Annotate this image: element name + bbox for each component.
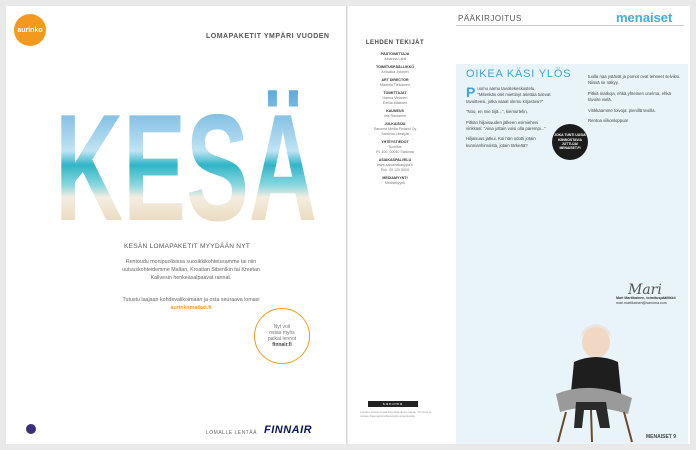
masthead-group: [356, 91, 434, 106]
masthead-line: Hanna Virtanen: [382, 96, 408, 100]
masthead-head: TOIMITUSPÄÄLLIKKÖ: [375, 65, 415, 69]
signature-email[interactable]: mari.martikainen@sanoma.com: [616, 301, 667, 305]
masthead-group: [356, 122, 434, 137]
paragraph: Hiljaisuus jatkui. Kai hän odotti jotain kunnianhimoista, jotain tärkeää?: [466, 136, 536, 148]
masthead-head: YHTEYSTIEDOT: [381, 140, 409, 144]
masthead-title: LEHDEN TEKIJÄT: [365, 40, 425, 46]
logo-text: aurinko: [17, 26, 43, 34]
finnair-logo: FINNAIR: [264, 424, 313, 436]
paragraph: "Noo, en mie tiijä...", kiemurtelin.: [466, 109, 528, 115]
paragraph: tuolla naa ystävät ja pomot ovat tehneet selviksi. Niissä se näkyy.: [588, 74, 681, 86]
ad-body: Rentoudu monipuolisissa suosikkikohteissamme tai niin uutuuskohteidemme Maltan, Kroatian Sibenikin tai Kreetan Kallvesin henkeäsalpaavat rannat.: [122, 259, 260, 281]
masthead-head: ART DIRECTOR: [381, 78, 409, 82]
kesa-beach-photo-text: [52, 88, 320, 228]
paragraph: Vinkkaamme toivoja: pienillä teoilla.: [588, 107, 656, 113]
right-page-editorial: [348, 6, 690, 444]
signature-name: Mari Martikainen, toimituspäällikkö: [616, 296, 676, 300]
menaiset-promo-badge: [552, 124, 588, 160]
page-folio: MENAISET 9: [646, 434, 677, 440]
masthead-head: TOIMITTAJAT: [383, 91, 407, 95]
masthead-group: [356, 109, 434, 119]
badge-site: finnair.fi: [272, 342, 292, 348]
signature: Mari: [628, 282, 662, 298]
masthead-line: www.sanomakauppa.fi: [377, 163, 413, 167]
masthead-line: Puh. 09 120 5000: [380, 168, 410, 172]
header-rule: [456, 25, 684, 26]
masthead-line: PL 100, 00040 Sanoma: [376, 150, 414, 154]
paragraph: Puomo aamu tavoitekeskustelu. "Mitenkäs olet miettinyt asettaa tulevat tavoitteesi, jotka vaaat olemu kirjastosi?": [466, 84, 551, 104]
masthead-line: Sanoma Media Finland Oy: [373, 127, 417, 131]
badge-line: Nyt voit: [273, 324, 291, 330]
sanoma-logo: sanoma: [368, 401, 418, 407]
masthead-head: JULKAISIJA: [384, 122, 406, 126]
masthead-line: Toimitus: [388, 145, 402, 149]
masthead: [356, 40, 434, 186]
masthead-line: Mediamyynti: [384, 181, 406, 185]
masthead-group: [356, 176, 434, 186]
masthead-line: Maarika Tiirikainen: [380, 83, 410, 87]
ad-cta-text: [116, 296, 266, 312]
masthead-line: Emilia Mäkinen: [382, 101, 408, 105]
editorial-title: OIKEA KÄSI YLÖS: [466, 68, 572, 80]
section-label: PÄÄKIRJOITUS: [458, 14, 522, 23]
masthead-head: KAUNEUS: [386, 109, 404, 113]
masthead-group: [356, 158, 434, 173]
paragraph: Pitkiä matkoja, ehkä yhteinen unelma, ehkä tavoite vielä.: [588, 90, 671, 103]
masthead-line: Sanoma Lifestyle: [381, 132, 409, 136]
menaiset-logo: menaiset: [616, 10, 673, 25]
masthead-line: Iiris Rantanen: [383, 114, 407, 118]
masthead-head: MEDIAMYYNTI: [382, 176, 408, 180]
ad-tagline: LOMAPAKETIT YMPÄRI VUODEN: [206, 33, 330, 40]
masthead-group: [356, 65, 434, 75]
masthead-line: Annukka Jokinen: [381, 70, 409, 74]
left-page-ad: [6, 6, 346, 444]
finnair-badge: [254, 308, 310, 364]
promo-line: MENAISET.FI: [559, 146, 581, 151]
aurinkomatkat-link[interactable]: aurinkomatkat.fi: [170, 305, 212, 311]
ad-headline: KESÄN LOMAPAKETIT MYYDÄÄN NYT: [124, 243, 251, 250]
masthead-small-print: Lehden sivuja ei saa kopioida ilman lupaa. Toimitus ei vastaa tilaamatta lähetetyistä aineistoista.: [360, 410, 432, 418]
masthead-group: [356, 140, 434, 155]
masthead-group: [356, 52, 434, 62]
ad-cta-prefix: Tutustu laajaan kohdevalikoimaan ja osta seuraava lomasi: [122, 297, 260, 303]
promo-line: JOKA TUNTI UUSIA: [554, 133, 586, 138]
paragraph: Pitkän hiljaisuuden jälkeen esimieheni vinkkasi: "Aina jottain voisi olla parempi...": [466, 119, 546, 132]
footer-tagline: LOMALLE LENTÄÄ: [206, 430, 257, 436]
corner-logo-icon: [26, 424, 36, 434]
masthead-line: Johanna Lahti: [383, 57, 407, 61]
masthead-head: ASIAKASPALVELU: [378, 158, 412, 162]
editorial-column-2: [588, 74, 682, 128]
dropcap: P: [466, 84, 476, 100]
masthead-head: PÄÄTOIMITTAJA: [380, 52, 410, 56]
editorial-panel: [456, 64, 688, 444]
promo-line: KIINNOSTAVIA: [558, 137, 582, 142]
badge-line: paikat lennot: [267, 336, 297, 342]
masthead-group: [356, 78, 434, 88]
promo-line: JUTTUJA!: [561, 142, 579, 146]
aurinko-logo: [14, 14, 46, 46]
editor-portrait-photo: [536, 302, 646, 444]
hero-word-kesa: [52, 88, 320, 228]
paragraph: Rentoa viikonloppua!: [588, 118, 629, 124]
editorial-column-1: [466, 86, 552, 153]
badge-line: ostaa myös: [269, 330, 295, 336]
